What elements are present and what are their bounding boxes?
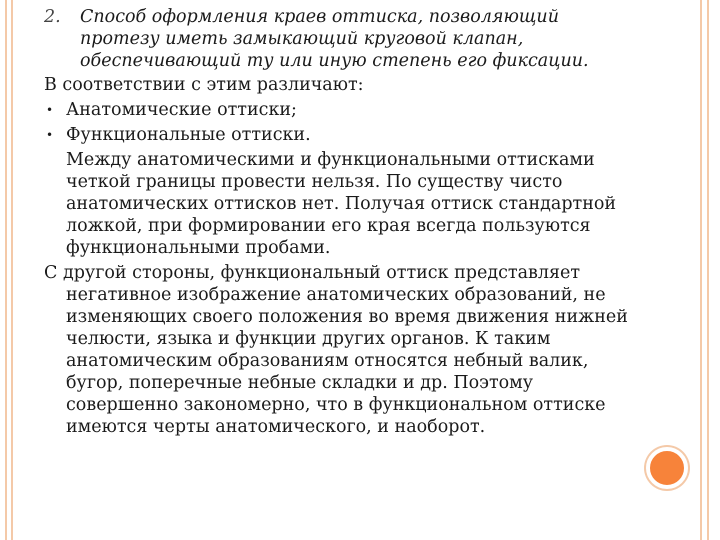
paragraph-1: Между анатомическими и функциональными оттисками четкой границы провести нельзя. По существу чисто анатомических оттисков нет. Получая оттиск стандартной ложкой, при формировании его края всегда пользуются функциональными пробами. — [66, 150, 617, 258]
bullet-icon: • — [46, 103, 54, 117]
bullet-item — [44, 124, 644, 146]
circle-icon — [646, 447, 688, 489]
paragraph-2: С другой стороны, функциональный оттиск представляет негативное изображение анатомических образований, не изменяющих своего положения во время движения нижней челюсти, языка и функции других органов. К таким анатомическим образованиям относятся небный валик, бугор, поперечные небные складки и др. Поэтому совершенно закономерно, что в функциональном оттиске имеются черты анатомического, и наоборот. — [44, 263, 628, 437]
intro-text: В соответствии с этим различают: — [44, 75, 364, 95]
right-frame-line-outer — [707, 0, 709, 540]
slide-content — [44, 6, 644, 441]
item-text: Способ оформления краев оттиска, позволяющий протезу иметь замыкающий круговой клапан, обеспечивающий ту или иную степень его фиксации. — [80, 7, 589, 71]
item-number: 2. — [44, 7, 61, 27]
left-frame-line — [5, 0, 7, 540]
bullet-text: Функциональные оттиски. — [66, 125, 311, 145]
numbered-item-2 — [44, 6, 644, 72]
bullet-item — [44, 99, 644, 121]
bullet-icon: • — [46, 128, 54, 142]
right-frame-line — [700, 0, 702, 540]
bullet-text: Анатомические оттиски; — [66, 100, 297, 120]
left-frame-line-inner — [11, 0, 13, 540]
